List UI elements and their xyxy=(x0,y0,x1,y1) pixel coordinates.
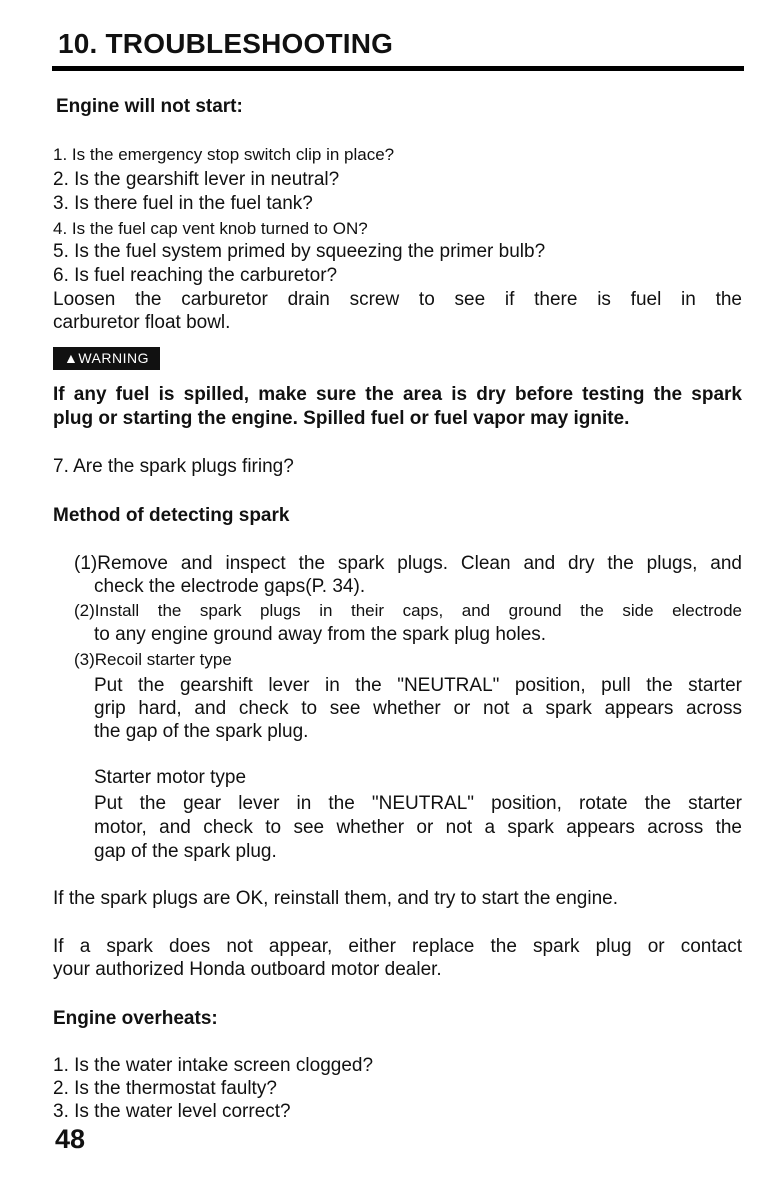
loosen-text-line2: carburetor float bowl. xyxy=(53,312,231,333)
overheat-heading: Engine overheats: xyxy=(53,1008,218,1029)
warning-badge: ▲WARNING xyxy=(53,347,160,370)
motor-label: Starter motor type xyxy=(94,767,247,788)
list-item: 5. Is the fuel system primed by squeezing the primer bulb? xyxy=(53,241,546,262)
page-number: 48 xyxy=(55,1124,86,1154)
list-item: 2. Is the gearshift lever in neutral? xyxy=(53,169,340,190)
loosen-text-line1: Loosen the carburetor drain screw to see if there is fuel in the xyxy=(53,289,742,310)
spark-heading: Method of detecting spark xyxy=(53,505,290,526)
list-item: 1. Is the emergency stop switch clip in place? xyxy=(53,145,395,164)
step1-line1: (1)Remove and inspect the spark plugs. Clean and dry the plugs, and xyxy=(74,553,742,574)
no-start-heading: Engine will not start: xyxy=(56,96,243,117)
motor-line3: gap of the spark plug. xyxy=(94,841,277,862)
list-item: 4. Is the fuel cap vent knob turned to ON? xyxy=(53,219,368,238)
step3-label: (3)Recoil starter type xyxy=(74,650,232,669)
step2-line1: (2)Install the spark plugs in their caps, and ground the side electrode xyxy=(74,601,742,620)
plugs-ok-text: If the spark plugs are OK, reinstall them, and try to start the engine. xyxy=(53,888,619,909)
no-spark-line2: your authorized Honda outboard motor dealer. xyxy=(53,959,442,980)
list-item: 6. Is fuel reaching the carburetor? xyxy=(53,265,338,286)
recoil-line3: the gap of the spark plug. xyxy=(94,721,309,742)
recoil-line1: Put the gearshift lever in the "NEUTRAL" position, pull the starter xyxy=(94,675,742,696)
no-spark-line1: If a spark does not appear, either replace the spark plug or contact xyxy=(53,936,742,957)
title-rule xyxy=(52,66,744,71)
list-item: 3. Is there fuel in the fuel tank? xyxy=(53,193,313,214)
page-title: 10. TROUBLESHOOTING xyxy=(58,28,394,59)
motor-line1: Put the gear lever in the "NEUTRAL" position, rotate the starter xyxy=(94,793,742,814)
list-item: 3. Is the water level correct? xyxy=(53,1101,291,1122)
recoil-line2: grip hard, and check to see whether or not a spark appears across xyxy=(94,698,742,719)
step2-line2: to any engine ground away from the spark plug holes. xyxy=(94,624,547,645)
warning-text-line1: If any fuel is spilled, make sure the area is dry before testing the spark xyxy=(53,384,742,405)
motor-line2: motor, and check to see whether or not a spark appears across the xyxy=(94,817,742,838)
warning-text-line2: plug or starting the engine. Spilled fuel or fuel vapor may ignite. xyxy=(53,408,630,429)
list-item: 1. Is the water intake screen clogged? xyxy=(53,1055,374,1076)
step1-line2: check the electrode gaps(P. 34). xyxy=(94,576,366,597)
list-item: 2. Is the thermostat faulty? xyxy=(53,1078,277,1099)
list-item: 7. Are the spark plugs firing? xyxy=(53,456,294,477)
